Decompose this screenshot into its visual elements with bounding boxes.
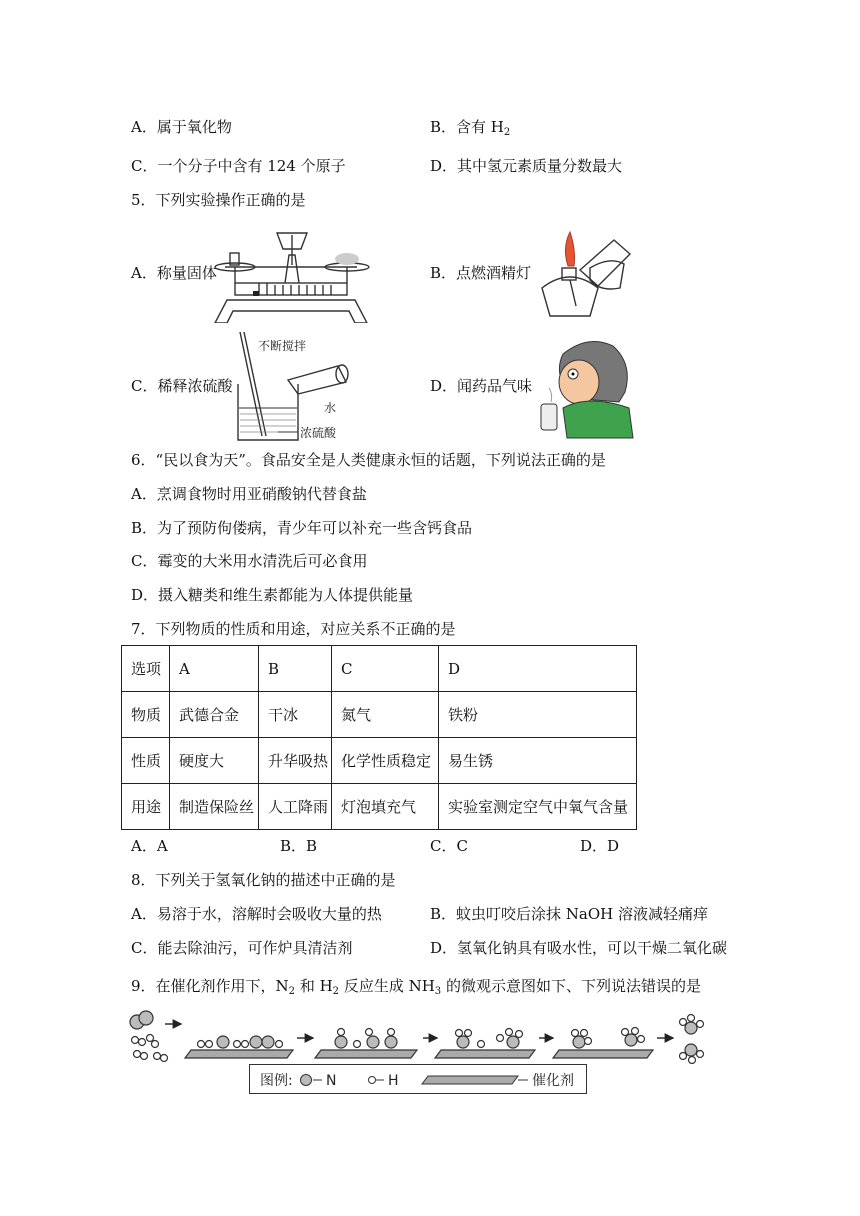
table-cell: 升华吸热 [259, 738, 332, 784]
legend-title: 图例: [260, 1073, 293, 1089]
table-cell: 物质 [122, 692, 170, 738]
table-cell: 易生锈 [439, 738, 637, 784]
table-cell: 干冰 [259, 692, 332, 738]
table-cell: 化学性质稳定 [332, 738, 439, 784]
stir-label: 不断搅拌 [258, 339, 307, 353]
table-cell: A [170, 646, 259, 692]
q6-stem: 6．“民以食为天”。食品安全是人类健康永恒的话题，下列说法正确的是 [131, 451, 606, 469]
water-label: 水 [324, 401, 337, 415]
q6-option-d: D．摄入糖类和维生素都能为人体提供能量 [131, 586, 414, 604]
table-cell: 武德合金 [170, 692, 259, 738]
q8-option-b: B．蚊虫叮咬后涂抹 NaOH 溶液减轻痛痒 [430, 905, 709, 923]
table-cell: 灯泡填充气 [332, 784, 439, 830]
q6-option-c: C．霉变的大米用水清洗后可必食用 [131, 552, 368, 570]
q6-option-a: A．烹调食物时用亚硝酸钠代替食盐 [131, 485, 367, 503]
q8-option-a: A．易溶于水，溶解时会吸收大量的热 [131, 905, 382, 923]
alcohol-lamp-figure [530, 228, 635, 320]
table-row [122, 738, 637, 784]
table-cell: B [259, 646, 332, 692]
q4-option-c: C．一个分子中含有 124 个原子 [131, 157, 346, 175]
acid-label: 浓硫酸 [300, 426, 337, 440]
table-row [122, 692, 637, 738]
table-cell: 用途 [122, 784, 170, 830]
q5-option-a: A．称量固体 [131, 264, 217, 282]
nitrogen-atom-icon [301, 1075, 312, 1086]
legend-n-label: N [326, 1073, 337, 1089]
table-cell: C [332, 646, 439, 692]
reaction-diagram [125, 1008, 715, 1064]
q7-option-d: D．D [580, 837, 620, 855]
table-cell: 实验室测定空气中氧气含量 [439, 784, 637, 830]
q7-option-a: A．A [131, 837, 168, 855]
q7-option-b: B．B [280, 837, 318, 855]
dilution-figure [228, 328, 378, 444]
q5-option-c: C．稀释浓硫酸 [131, 377, 233, 395]
q8-option-d: D．氢氧化钠具有吸水性，可以干燥二氧化碳 [430, 939, 728, 957]
q4-option-b: B．含有 $H_2$ [430, 118, 511, 138]
q7-table [121, 645, 637, 830]
table-cell: 选项 [122, 646, 170, 692]
table-cell: 制造保险丝 [170, 784, 259, 830]
catalyst-icon [422, 1076, 518, 1084]
q9-stem: 9．在催化剂作用下，$N_2$ 和 $H_2$ 反应生成 $NH_3$ 的微观示意图如下、下列说法错误的是 [131, 977, 701, 997]
table-cell: 氮气 [332, 692, 439, 738]
q4-option-a: A．属于氧化物 [131, 118, 232, 136]
table-cell: 铁粉 [439, 692, 637, 738]
table-cell: 性质 [122, 738, 170, 784]
hydrogen-atom-icon [369, 1077, 376, 1084]
q4-option-d: D．其中氢元素质量分数最大 [430, 157, 623, 175]
q7-stem: 7．下列物质的性质和用途，对应关系不正确的是 [131, 620, 456, 638]
q5-stem: 5．下列实验操作正确的是 [131, 191, 306, 209]
table-row [122, 784, 637, 830]
legend-h-label: H [388, 1073, 399, 1089]
balance-figure [205, 225, 375, 323]
q5-option-b: B．点燃酒精灯 [430, 264, 532, 282]
table-cell: 硬度大 [170, 738, 259, 784]
table-cell: D [439, 646, 637, 692]
q6-option-b: B．为了预防佝偻病，青少年可以补充一些含钙食品 [131, 519, 473, 537]
smell-figure [533, 334, 643, 440]
q8-option-c: C．能去除油污，可作炉具清洁剂 [131, 939, 353, 957]
table-row [122, 646, 637, 692]
q5-option-d: D．闻药品气味 [430, 377, 533, 395]
q7-option-c: C．C [430, 837, 468, 855]
q8-stem: 8．下列关于氢氧化钠的描述中正确的是 [131, 871, 396, 889]
reaction-legend [249, 1064, 587, 1094]
legend-catalyst-label: 催化剂 [532, 1073, 574, 1089]
table-cell: 人工降雨 [259, 784, 332, 830]
